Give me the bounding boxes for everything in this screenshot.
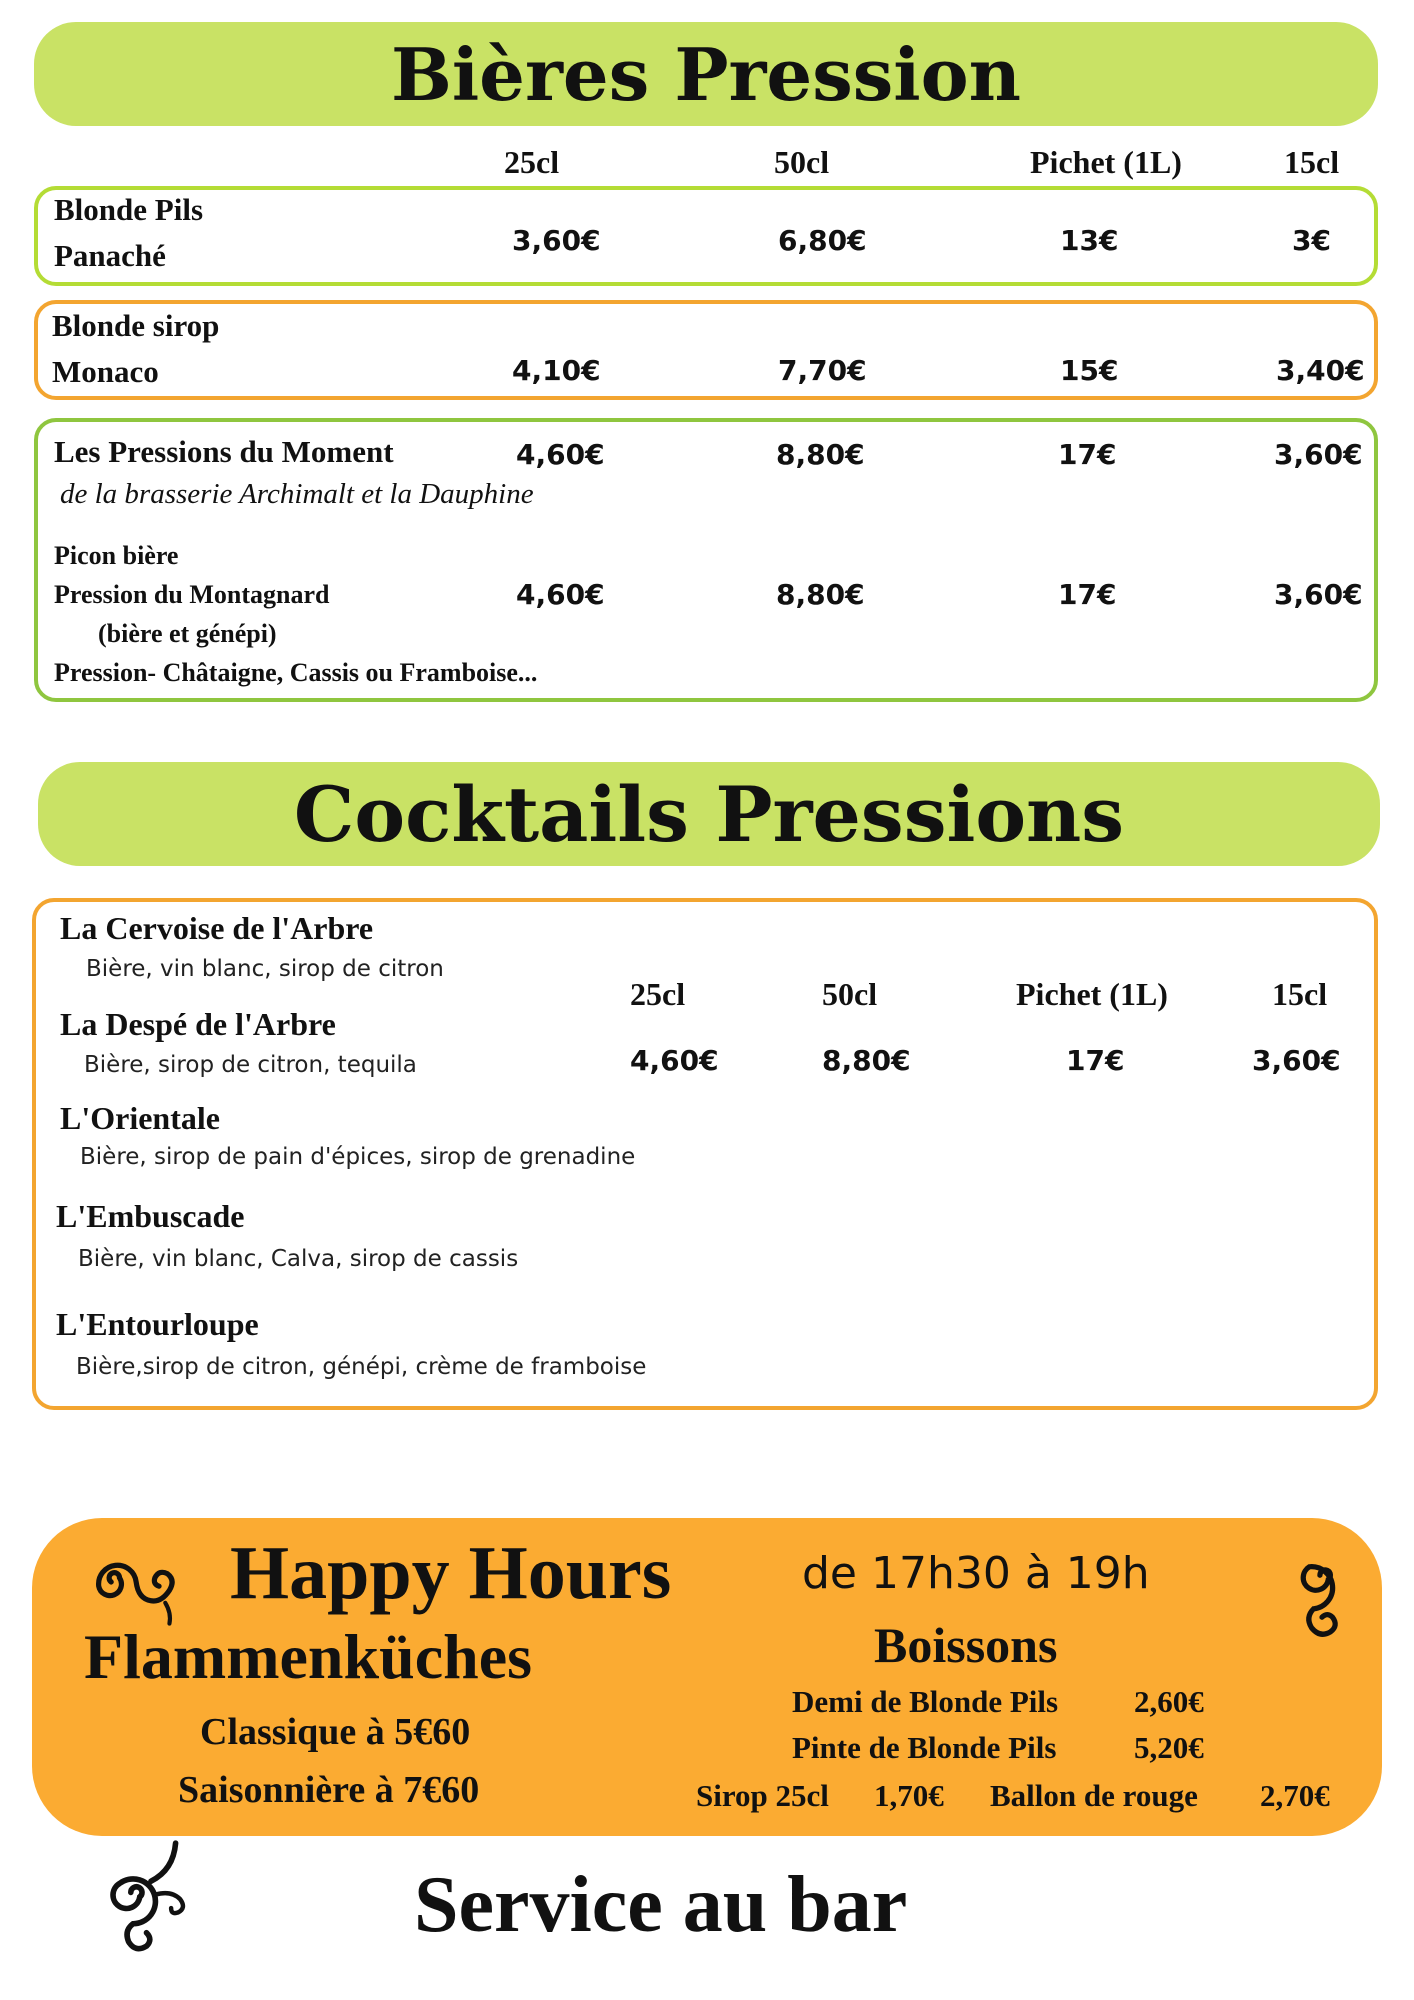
price-25cl: 4,60€ <box>516 438 605 471</box>
cocktail-desc: Bière, vin blanc, Calva, sirop de cassis <box>78 1246 519 1272</box>
col-header-25cl: 25cl <box>504 144 560 180</box>
drink-price: 5,20€ <box>1134 1730 1204 1765</box>
price-15cl: 3,60€ <box>1274 438 1363 471</box>
beer-row-blonde-sirop <box>34 300 1378 400</box>
beer-name: Blonde Pils <box>54 192 204 227</box>
price-15cl: 3€ <box>1292 224 1331 257</box>
price-50cl: 8,80€ <box>776 438 865 471</box>
cocktail-price-15cl: 3,60€ <box>1252 1044 1341 1077</box>
swirl-ornament-icon <box>80 1540 184 1624</box>
drink-label: Sirop 25cl <box>696 1778 829 1813</box>
cocktail-price-25cl: 4,60€ <box>630 1044 719 1077</box>
cocktail-name: La Cervoise de l'Arbre <box>60 910 374 946</box>
price-15cl: 3,40€ <box>1276 354 1365 387</box>
section-title-bieres: Bières Pression <box>390 31 1022 117</box>
cocktail-col-header-15cl: 15cl <box>1272 976 1328 1012</box>
cocktail-price-50cl: 8,80€ <box>822 1044 911 1077</box>
price-15cl: 3,60€ <box>1274 578 1363 611</box>
beer-row-blonde-pils <box>34 186 1378 286</box>
price-25cl: 3,60€ <box>512 224 601 257</box>
cocktail-name: L'Entourloupe <box>56 1306 259 1342</box>
beer-subtitle: de la brasserie Archimalt et la Dauphine <box>60 478 534 510</box>
price-pichet: 17€ <box>1058 438 1117 471</box>
beer-item: (bière et génépi) <box>98 619 277 648</box>
service-au-bar: Service au bar <box>414 1861 908 1949</box>
drink-label: Ballon de rouge <box>990 1778 1198 1813</box>
drink-price: 2,60€ <box>1134 1684 1204 1719</box>
cocktail-desc: Bière, sirop de pain d'épices, sirop de grenadine <box>80 1144 636 1170</box>
flammenkuche-item: Saisonnière à 7€60 <box>178 1769 480 1811</box>
cocktail-name: L'Orientale <box>60 1100 220 1136</box>
happy-hours-title: Happy Hours <box>230 1531 672 1615</box>
price-25cl: 4,60€ <box>516 578 605 611</box>
cocktail-col-header-pichet: Pichet (1L) <box>1016 976 1168 1012</box>
price-pichet: 15€ <box>1060 354 1119 387</box>
cocktail-name: La Despé de l'Arbre <box>60 1006 336 1042</box>
flammenkuche-item: Classique à 5€60 <box>200 1711 471 1753</box>
cocktail-col-header-50cl: 50cl <box>822 976 878 1012</box>
price-pichet: 17€ <box>1058 578 1117 611</box>
col-header-15cl: 15cl <box>1284 144 1340 180</box>
swirl-ornament-icon <box>86 1836 198 1960</box>
happy-hours-time: de 17h30 à 19h <box>802 1548 1150 1599</box>
cocktail-col-header-25cl: 25cl <box>630 976 686 1012</box>
section-title-cocktails: Cocktails Pressions <box>293 769 1125 859</box>
beer-name: Panaché <box>54 238 166 273</box>
price-25cl: 4,10€ <box>512 354 601 387</box>
drink-price: 1,70€ <box>874 1778 944 1813</box>
section-banner-bieres <box>34 22 1378 126</box>
beer-item: Picon bière <box>54 541 179 570</box>
swirl-ornament-icon <box>1280 1538 1364 1646</box>
beer-name: Blonde sirop <box>52 308 220 343</box>
beer-item: Pression du Montagnard <box>54 580 330 609</box>
price-50cl: 8,80€ <box>776 578 865 611</box>
col-header-50cl: 50cl <box>774 144 830 180</box>
drink-label: Pinte de Blonde Pils <box>792 1730 1057 1765</box>
boissons-title: Boissons <box>874 1617 1058 1673</box>
cocktail-desc: Bière,sirop de citron, génépi, crème de framboise <box>76 1354 647 1380</box>
cocktail-desc: Bière, vin blanc, sirop de citron <box>86 956 444 982</box>
drink-price: 2,70€ <box>1260 1778 1330 1813</box>
beer-item: Pression- Châtaigne, Cassis ou Framboise... <box>54 658 538 687</box>
flammenkuches-title: Flammenküches <box>84 1621 532 1692</box>
col-header-pichet: Pichet (1L) <box>1030 144 1182 180</box>
section-banner-cocktails <box>38 762 1380 866</box>
drink-label: Demi de Blonde Pils <box>792 1684 1059 1719</box>
beer-name: Les Pressions du Moment <box>54 434 394 469</box>
price-50cl: 6,80€ <box>778 224 867 257</box>
cocktail-desc: Bière, sirop de citron, tequila <box>84 1052 417 1078</box>
price-50cl: 7,70€ <box>778 354 867 387</box>
price-pichet: 13€ <box>1060 224 1119 257</box>
beer-name: Monaco <box>52 354 159 389</box>
cocktail-price-pichet: 17€ <box>1066 1044 1125 1077</box>
cocktail-name: L'Embuscade <box>56 1198 245 1234</box>
